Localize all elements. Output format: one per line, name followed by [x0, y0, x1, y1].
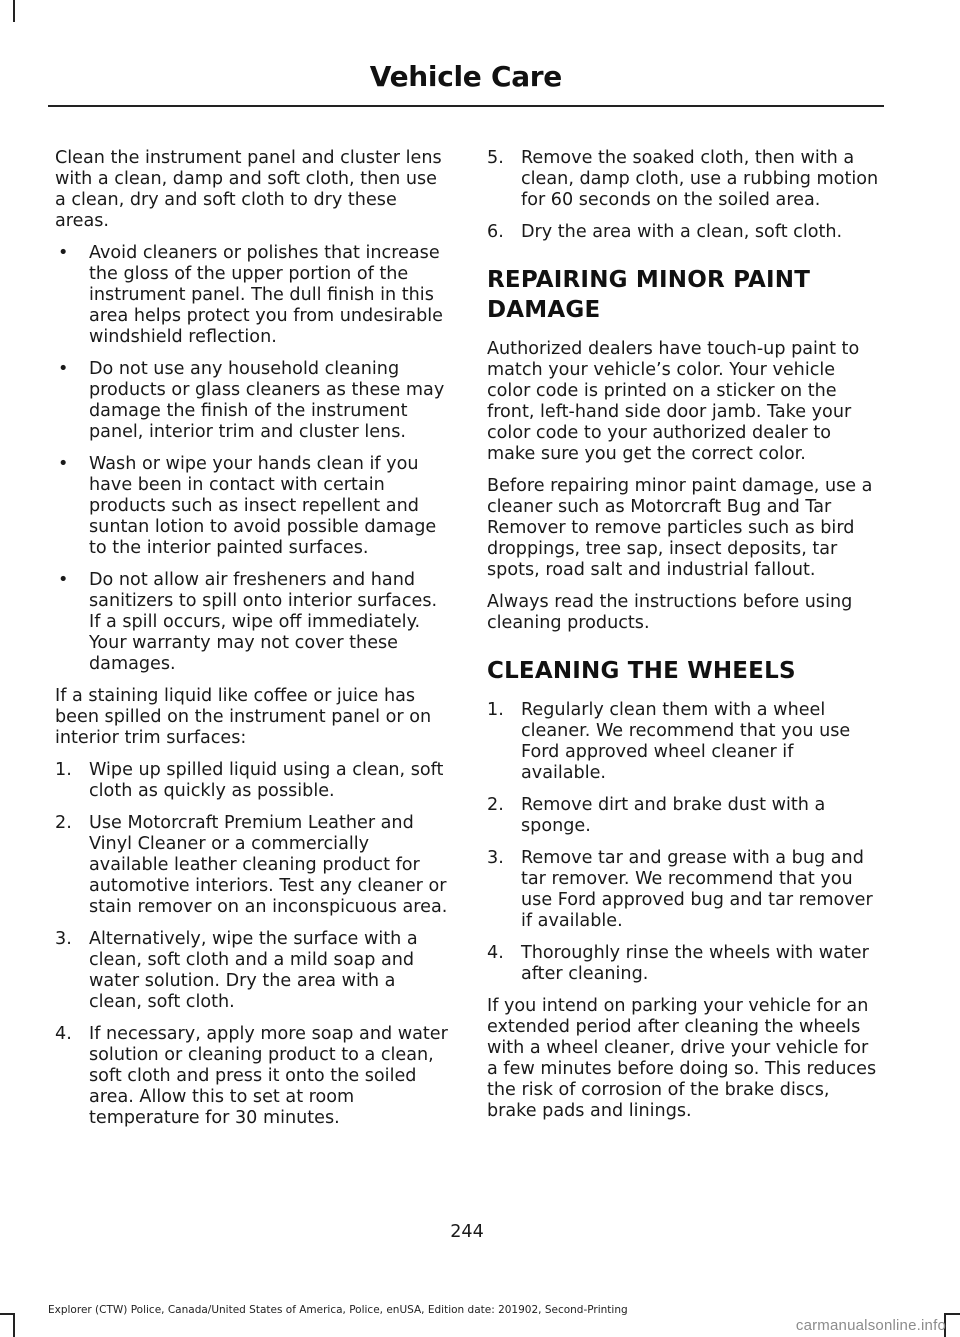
paint-paragraph: Always read the instructions before using cleaning products.: [487, 592, 853, 633]
bullet-item: [55, 359, 450, 443]
page-title: Vehicle Care: [369, 60, 562, 93]
step-text: Remove the soaked cloth, then with a clean, damp cloth, use a rubbing motion for 60 seconds on the soiled area.: [521, 148, 879, 210]
bullet-text: Avoid cleaners or polishes that increase the gloss of the upper portion of the instrument panel. The dull finish in this area helps protect you from undesirable windshield reflection.: [89, 243, 443, 347]
bullet-marker: •: [58, 359, 69, 379]
step-number: 3.: [487, 848, 504, 868]
section-heading-wheels: CLEANING THE WHEELS: [487, 658, 796, 684]
step-number: 1.: [55, 760, 72, 780]
step-number: 4.: [55, 1024, 72, 1044]
bullet-marker: •: [58, 454, 69, 474]
step-text: Use Motorcraft Premium Leather and Vinyl Cleaner or a commercially available leather cleaning product for automotive interiors. Test any cleaner or stain remover on an inconspicuous area.: [89, 813, 448, 917]
numbered-step: [487, 222, 883, 243]
bullet-text: Do not allow air fresheners and hand sanitizers to spill onto interior surfaces. If a spill occurs, wipe off immediately. Your warranty may not cover these damages.: [89, 570, 438, 674]
numbered-step: [487, 700, 883, 784]
step-text: Thoroughly rinse the wheels with water after cleaning.: [521, 943, 869, 984]
bullet-item: [55, 570, 450, 675]
step-number: 4.: [487, 943, 504, 963]
step-number: 6.: [487, 222, 504, 242]
step-text: Remove tar and grease with a bug and tar remover. We recommend that you use Ford approved bug and tar remover if available.: [521, 848, 873, 931]
step-text: Alternatively, wipe the surface with a clean, soft cloth and a mild soap and water solution. Dry the area with a clean, soft cloth.: [89, 929, 418, 1012]
step-text: Dry the area with a clean, soft cloth.: [521, 222, 843, 242]
step-text: Wipe up spilled liquid using a clean, soft cloth as quickly as possible.: [89, 760, 444, 801]
intro-paragraph: Clean the instrument panel and cluster lens with a clean, damp and soft cloth, then use a clean, dry and soft cloth to dry these areas.: [55, 148, 442, 231]
numbered-step: [55, 1024, 450, 1129]
step-number: 5.: [487, 148, 504, 168]
numbered-step: [487, 943, 883, 985]
step-number: 1.: [487, 700, 504, 720]
crop-mark: [0, 1313, 15, 1315]
step-text: If necessary, apply more soap and water solution or cleaning product to a clean, soft cloth and press it onto the soiled area. Allow this to set at room temperature for 30 minutes.: [89, 1024, 448, 1128]
section-heading-paint: REPAIRING MINOR PAINT DAMAGE: [487, 267, 811, 323]
crop-mark: [944, 1313, 960, 1315]
page-number: 244: [450, 1222, 484, 1242]
crop-mark: [13, 1313, 15, 1337]
right-column: [487, 148, 883, 1133]
step-number: 2.: [55, 813, 72, 833]
paint-paragraph: Authorized dealers have touch-up paint to match your vehicle’s color. Your vehicle color code is printed on a sticker on the front, left-hand side door jamb. Take your color code to your authorized dealer to make sure you get the correct color.: [487, 339, 860, 464]
bullet-item: [55, 243, 450, 348]
paint-paragraph: Before repairing minor paint damage, use a cleaner such as Motorcraft Bug and Tar Remover to remove particles such as bird droppings, tree sap, insect deposits, tar spots, road salt and industrial fallout.: [487, 476, 873, 580]
wheels-closing-paragraph: If you intend on parking your vehicle for an extended period after cleaning the wheels with a wheel cleaner, drive your vehicle for a few minutes before doing so. This reduces the risk of corrosion of the brake discs, brake pads and linings.: [487, 996, 877, 1121]
numbered-step: [55, 929, 450, 1013]
bullet-item: [55, 454, 450, 559]
step-number: 3.: [55, 929, 72, 949]
left-column: [55, 148, 450, 1140]
bullet-text: Do not use any household cleaning products or glass cleaners as these may damage the finish of the instrument panel, interior trim and cluster lens.: [89, 359, 445, 442]
header-divider: [48, 105, 884, 107]
numbered-step: [487, 148, 883, 211]
footer-edition-info: Explorer (CTW) Police, Canada/United States of America, Police, enUSA, Edition date: 201902, Second-Printing: [48, 1304, 628, 1316]
step-text: Regularly clean them with a wheel cleaner. We recommend that you use Ford approved wheel cleaner if available.: [521, 700, 851, 783]
bullet-marker: •: [58, 570, 69, 590]
stain-intro-paragraph: If a staining liquid like coffee or juice has been spilled on the instrument panel or on interior trim surfaces:: [55, 686, 432, 748]
watermark-link[interactable]: carmanualsonline.info: [795, 1317, 946, 1334]
step-text: Remove dirt and brake dust with a sponge.: [521, 795, 826, 836]
numbered-step: [55, 760, 450, 802]
crop-mark: [13, 0, 15, 22]
numbered-step: [487, 795, 883, 837]
numbered-step: [55, 813, 450, 918]
bullet-marker: •: [58, 243, 69, 263]
bullet-text: Wash or wipe your hands clean if you have been in contact with certain products such as insect repellent and suntan lotion to avoid possible damage to the interior painted surfaces.: [89, 454, 437, 558]
step-number: 2.: [487, 795, 504, 815]
numbered-step: [487, 848, 883, 932]
